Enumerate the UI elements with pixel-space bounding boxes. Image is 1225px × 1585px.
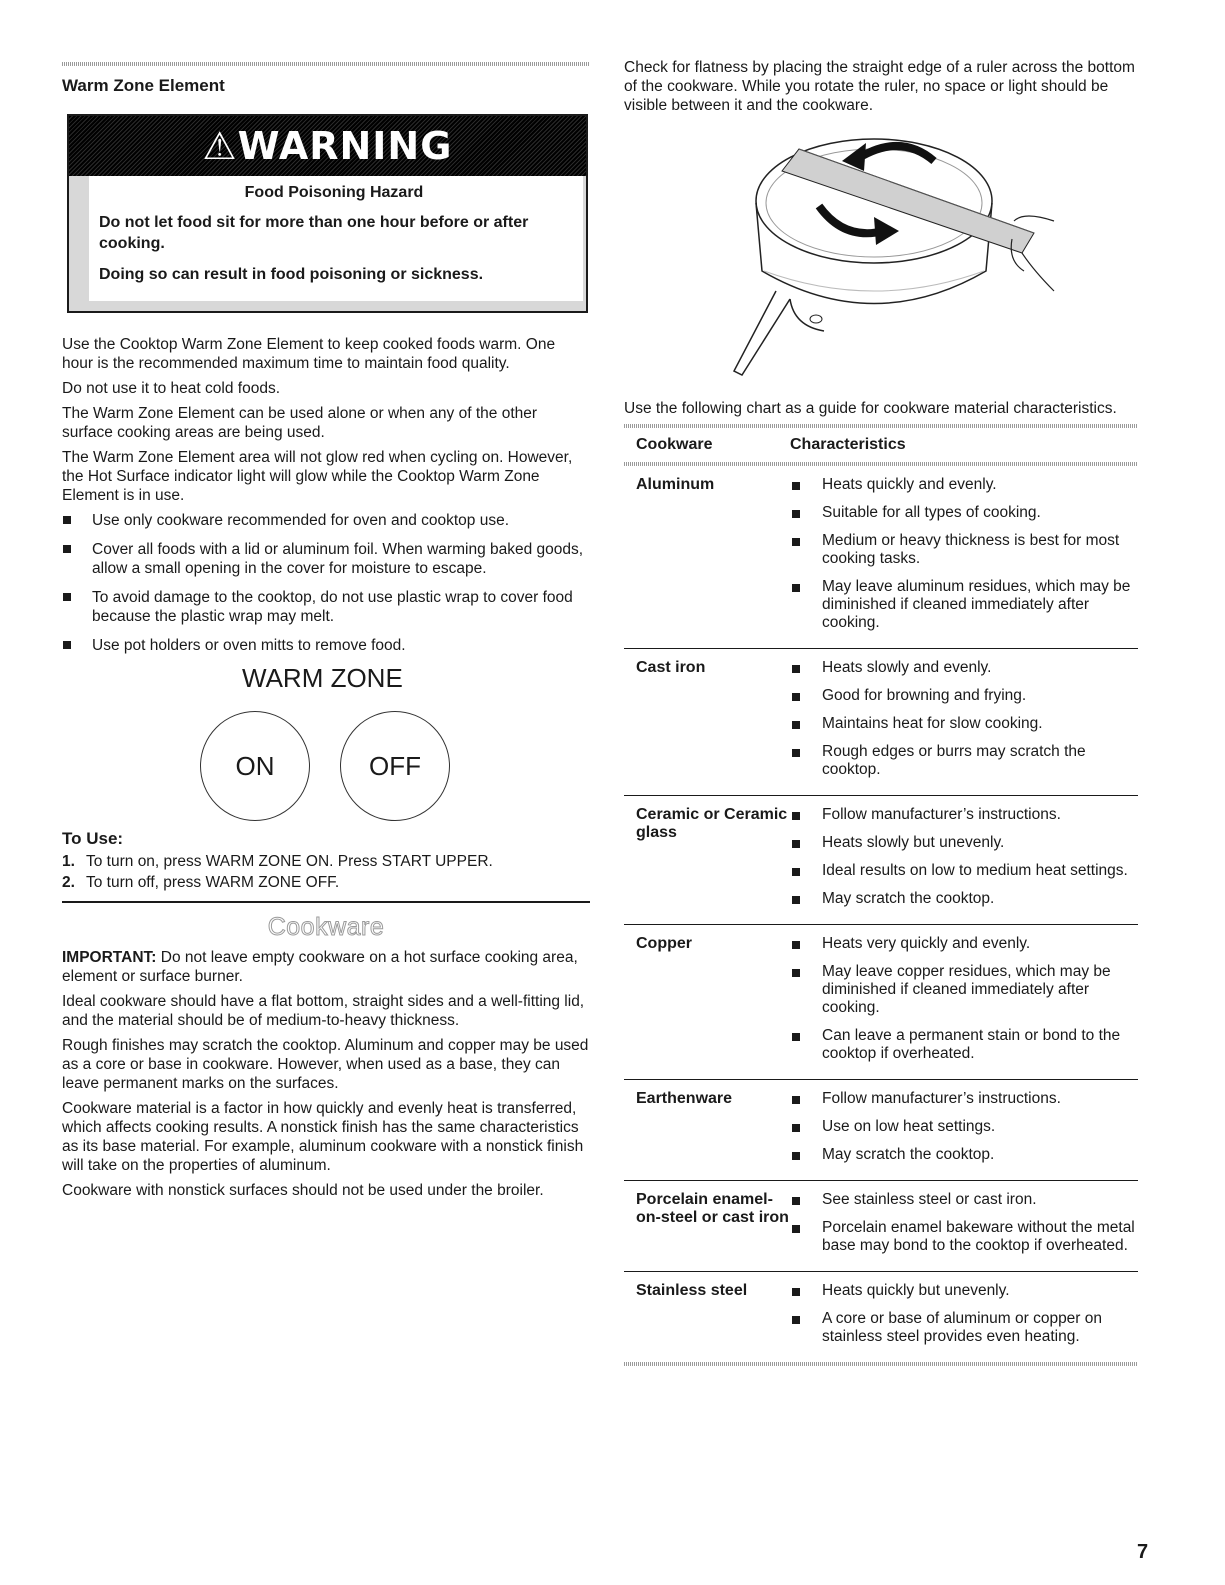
chart-intro: Use the following chart as a guide for cookware material characteristics. (624, 400, 1117, 417)
section-divider (62, 901, 590, 903)
warning-box (67, 114, 588, 313)
table-row (624, 466, 1138, 649)
bullet-square-icon (792, 1096, 800, 1104)
list-item: Use on low heat settings. (790, 1118, 1138, 1136)
bullet-square-icon (792, 1288, 800, 1296)
table-row (624, 796, 1138, 925)
bullet-square-icon (63, 516, 71, 524)
table-header-row (624, 428, 1138, 462)
cookware-name: Cast iron (636, 659, 706, 676)
list-item: May scratch the cooktop. (790, 1146, 1138, 1164)
paragraph: Cookware with nonstick surfaces should not be used under the broiler. (62, 1182, 544, 1199)
warm-zone-diagram (62, 663, 590, 823)
list-item: May scratch the cooktop. (790, 890, 1138, 908)
bullet-square-icon (792, 510, 800, 518)
table-row (624, 925, 1138, 1080)
warning-line: Doing so can result in food poisoning or sickness. (99, 266, 484, 283)
list-item: Good for browning and frying. (790, 687, 1138, 705)
to-use-title: To Use: (62, 829, 124, 848)
section-rule (62, 62, 590, 66)
list-item: Cover all foods with a lid or aluminum foil. When warming baked goods, allow a small opening in the cover for moisture to escape. (62, 540, 590, 578)
warm-zone-title: WARM ZONE (242, 663, 403, 693)
bullet-square-icon (792, 584, 800, 592)
table-row (624, 1181, 1138, 1272)
bullet-square-icon (792, 812, 800, 820)
list-item: Use only cookware recommended for oven and cooktop use. (62, 511, 590, 530)
step-item: 2. To turn off, press WARM ZONE OFF. (62, 874, 340, 891)
characteristics-list (790, 1191, 1138, 1265)
right-column (624, 58, 1148, 1366)
list-item: Porcelain enamel bakeware without the metal base may bond to the cooktop if overheated. (790, 1219, 1138, 1255)
cookware-table (624, 424, 1138, 1366)
characteristics-list (790, 806, 1138, 918)
list-item: A core or base of aluminum or copper on stainless steel provides even heating. (790, 1310, 1138, 1346)
cookware-name: Ceramic or Ceramic glass (636, 806, 788, 841)
characteristics-list (790, 1090, 1138, 1174)
section-title: Warm Zone Element (62, 76, 225, 95)
bullet-square-icon (792, 721, 800, 729)
cookware-name: Earthenware (636, 1090, 733, 1107)
paragraph: Rough finishes may scratch the cooktop. Aluminum and copper may be used as a core or base in cookware. However, when used as a base, they can leave permanent marks on the surfaces. (62, 1037, 589, 1092)
characteristics-list (790, 659, 1138, 789)
list-item: Heats slowly and evenly. (790, 659, 1138, 677)
warm-zone-on-button: ON (200, 711, 310, 821)
characteristics-list (790, 476, 1138, 642)
table-row (624, 1080, 1138, 1181)
bullet-square-icon (792, 482, 800, 490)
list-item: Rough edges or burrs may scratch the cooktop. (790, 743, 1138, 779)
paragraph: The Warm Zone Element can be used alone or when any of the other surface cooking areas are being used. (62, 405, 538, 441)
table-row (624, 1272, 1138, 1362)
cookware-name: Porcelain enamel-on-steel or cast iron (636, 1191, 789, 1226)
warning-hazard: Food Poisoning Hazard (244, 184, 424, 201)
bullet-square-icon (63, 593, 71, 601)
bullet-square-icon (792, 969, 800, 977)
warning-body (69, 176, 586, 311)
table-header-cookware: Cookware (636, 436, 713, 453)
bullet-square-icon (792, 868, 800, 876)
bullet-square-icon (792, 693, 800, 701)
warm-zone-off-button: OFF (340, 711, 450, 821)
bullet-square-icon (792, 538, 800, 546)
table-bottom-rule (624, 1362, 1138, 1366)
list-item: Suitable for all types of cooking. (790, 504, 1138, 522)
list-item: Heats quickly and evenly. (790, 476, 1138, 494)
intro-paragraphs (62, 335, 590, 505)
bullet-square-icon (792, 749, 800, 757)
bullet-square-icon (792, 1316, 800, 1324)
bullet-square-icon (792, 1197, 800, 1205)
bullet-square-icon (792, 1033, 800, 1041)
list-item: Use pot holders or oven mitts to remove food. (62, 636, 590, 655)
characteristics-list (790, 1282, 1138, 1356)
bullet-square-icon (792, 941, 800, 949)
cookware-heading: Cookware (267, 913, 385, 941)
bullet-square-icon (63, 545, 71, 553)
list-item: To avoid damage to the cooktop, do not use plastic wrap to cover food because the plastic wrap may melt. (62, 588, 590, 626)
characteristics-list (790, 935, 1138, 1073)
bullet-square-icon (792, 1124, 800, 1132)
page-number: 7 (1137, 1541, 1149, 1563)
step-item: 1. To turn on, press WARM ZONE ON. Press START UPPER. (62, 853, 493, 870)
bullet-square-icon (792, 1152, 800, 1160)
bullet-square-icon (792, 1225, 800, 1233)
table-row (624, 649, 1138, 796)
list-item: Maintains heat for slow cooking. (790, 715, 1138, 733)
steps-list (62, 851, 590, 893)
warning-header (69, 116, 586, 176)
cookware-name: Aluminum (636, 476, 715, 493)
list-item: Follow manufacturer’s instructions. (790, 806, 1138, 824)
important-paragraph: IMPORTANT: Do not leave empty cookware on a hot surface cooking area, element or surface burner. (62, 949, 578, 985)
table-header-characteristics: Characteristics (790, 436, 906, 453)
paragraph: The Warm Zone Element area will not glow red when cycling on. However, the Hot Surface indicator light will glow while the Cooktop Warm Zone Element is in use. (62, 449, 573, 504)
list-item: May leave aluminum residues, which may be diminished if cleaned immediately after cooking. (790, 578, 1138, 632)
bullet-square-icon (63, 641, 71, 649)
cookware-name: Stainless steel (636, 1282, 748, 1299)
bullet-square-icon (792, 896, 800, 904)
list-item: Ideal results on low to medium heat settings. (790, 862, 1138, 880)
flatness-intro: Check for flatness by placing the straight edge of a ruler across the bottom of the cookware. While you rotate the ruler, no space or light should be visible between it and the cookware. (624, 59, 1135, 114)
list-item: May leave copper residues, which may be diminished if cleaned immediately after cooking. (790, 963, 1138, 1017)
paragraph: Ideal cookware should have a flat bottom, straight sides and a well-fitting lid, and the material should be of medium-to-heavy thickness. (62, 993, 585, 1029)
bullet-square-icon (792, 840, 800, 848)
list-item: Medium or heavy thickness is best for most cooking tasks. (790, 532, 1138, 568)
list-item: See stainless steel or cast iron. (790, 1191, 1138, 1209)
warning-line: Do not let food sit for more than one hour before or after cooking. (99, 214, 529, 252)
list-item: Heats quickly but unevenly. (790, 1282, 1138, 1300)
pan-ruler-illustration (724, 121, 1064, 391)
cookware-name: Copper (636, 935, 692, 952)
pan-ruler-icon (724, 121, 1064, 391)
bullet-square-icon (792, 665, 800, 673)
list-item: Heats slowly but unevenly. (790, 834, 1138, 852)
paragraph: Cookware material is a factor in how quickly and evenly heat is transferred, which affects cooking results. A nonstick finish has the same characteristics as its base material. For example, aluminum cookware with a nonstick finish will take on the properties of aluminum. (62, 1100, 584, 1174)
list-item: Heats very quickly and evenly. (790, 935, 1138, 953)
left-column (62, 62, 590, 1206)
paragraph: Use the Cooktop Warm Zone Element to keep cooked foods warm. One hour is the recommended maximum time to maintain food quality. (62, 336, 556, 372)
paragraph: Do not use it to heat cold foods. (62, 380, 280, 397)
bullet-list (62, 511, 590, 655)
list-item: Can leave a permanent stain or bond to the cooktop if overheated. (790, 1027, 1138, 1063)
list-item: Follow manufacturer’s instructions. (790, 1090, 1138, 1108)
warning-header-text: ⚠WARNING (202, 124, 453, 168)
